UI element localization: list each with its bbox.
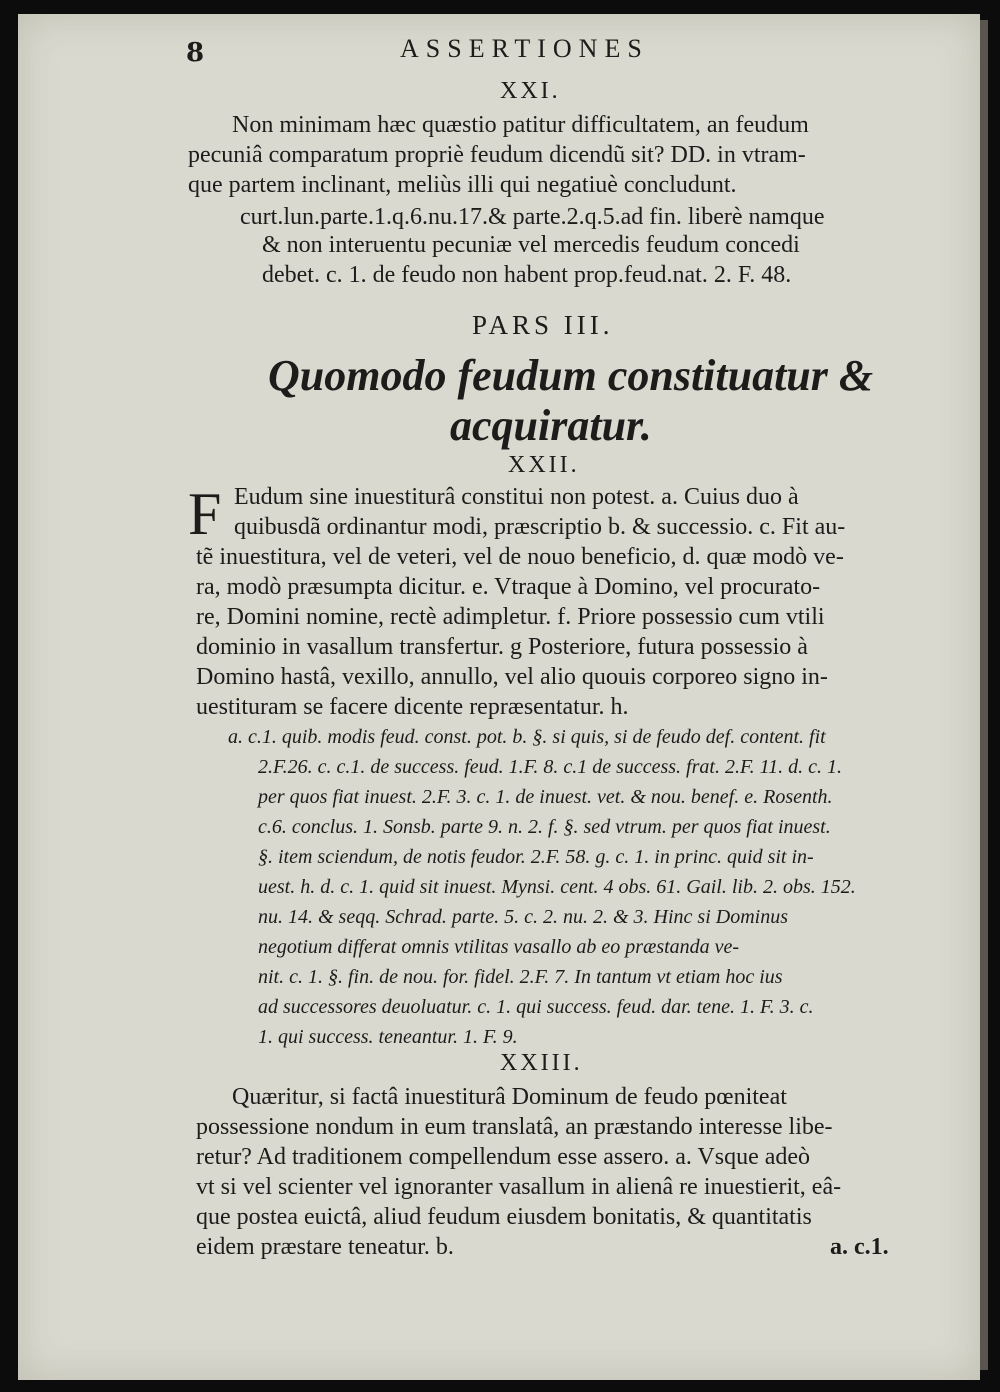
text-line: retur? Ad traditionem compellendum esse assero. a. Vsque adeò — [196, 1144, 811, 1170]
part-label: PARS III. — [472, 310, 614, 340]
text-line: re, Domini nomine, rectè adimpletur. f. Priore possessio cum vtili — [196, 604, 825, 630]
text-line: tẽ inuestitura, vel de veteri, vel de nouo beneficio, d. quæ modò ve- — [196, 544, 844, 570]
text-line: possessione nondum in eum translatâ, an præstando interesse libe- — [196, 1114, 833, 1140]
text-line: Non minimam hæc quæstio patitur difficultatem, an feudum — [232, 112, 809, 138]
text-line: dominio in vasallum transfertur. g Posteriore, futura possessio à — [196, 634, 808, 660]
text-line: que postea euictâ, aliud feudum eiusdem bonitatis, & quantitatis — [196, 1204, 812, 1230]
part-title-line1: Quomodo feudum constituatur & — [268, 351, 874, 400]
section-number: XXIII. — [500, 1050, 583, 1076]
text-line: vt si vel scienter vel ignoranter vasallum in alienâ re inuestierit, eâ- — [196, 1174, 842, 1200]
note-line: debet. c. 1. de feudo non habent prop.feud.nat. 2. F. 48. — [262, 262, 792, 288]
text-line: Eudum sine inuestiturâ constitui non potest. a. Cuius duo à — [234, 484, 799, 510]
catchword: a. c.1. — [830, 1234, 889, 1260]
note-line: per quos fiat inuest. 2.F. 3. c. 1. de inuest. vet. & nou. benef. e. Rosenth. — [258, 786, 833, 808]
text-line: eidem præstare teneatur. b. — [196, 1234, 454, 1260]
note-line: uest. h. d. c. 1. quid sit inuest. Mynsi. cent. 4 obs. 61. Gail. lib. 2. obs. 152. — [258, 876, 856, 898]
note-line: curt.lun.parte.1.q.6.nu.17.& parte.2.q.5.ad fin. liberè namque — [240, 204, 825, 230]
note-line: ad successores deuoluatur. c. 1. qui success. feud. dar. tene. 1. F. 3. c. — [258, 996, 814, 1018]
note-line: negotium differat omnis vtilitas vasallo ab eo præstanda ve- — [258, 936, 740, 958]
note-line: nu. 14. & seqq. Schrad. parte. 5. c. 2. nu. 2. & 3. Hinc si Dominus — [258, 906, 788, 928]
note-line: & non interuentu pecuniæ vel mercedis feudum concedi — [262, 232, 800, 258]
running-head: ASSERTIONES — [400, 34, 649, 63]
text-line: ra, modò præsumpta dicitur. e. Vtraque à Domino, vel procurato- — [196, 574, 821, 600]
note-line: 1. qui success. teneantur. 1. F. 9. — [258, 1026, 518, 1048]
part-title-line2: acquiratur. — [450, 401, 652, 450]
section-number: XXI. — [500, 78, 561, 104]
text-line: quibusdã ordinantur modi, præscriptio b. & successio. c. Fit au- — [234, 514, 846, 540]
note-line: c.6. conclus. 1. Sonsb. parte 9. n. 2. f. §. sed vtrum. per quos fiat inuest. — [258, 816, 831, 838]
drop-cap: F — [188, 481, 222, 547]
text-line: que partem inclinant, meliùs illi qui negatiuè concludunt. — [188, 172, 737, 198]
note-line: nit. c. 1. §. fin. de nou. for. fidel. 2.F. 7. In tantum vt etiam hoc ius — [258, 966, 783, 988]
text-line: uestituram se facere dicente repræsentatur. h. — [196, 694, 629, 720]
page-number: 8 — [186, 38, 205, 68]
note-line: a. c.1. quib. modis feud. const. pot. b. §. si quis, si de feudo def. content. fit — [228, 726, 826, 748]
section-number: XXII. — [508, 452, 580, 478]
text-line: pecuniâ comparatum propriè feudum dicendũ sit? DD. in vtram- — [188, 142, 806, 168]
text-line: Domino hastâ, vexillo, annullo, vel alio quouis corporeo signo in- — [196, 664, 828, 690]
note-line: §. item sciendum, de notis feudor. 2.F. 58. g. c. 1. in princ. quid sit in- — [258, 846, 814, 868]
text-line: Quæritur, si factâ inuestiturâ Dominum de feudo pœniteat — [232, 1084, 787, 1110]
page-edge — [980, 20, 988, 1370]
note-line: 2.F.26. c. c.1. de success. feud. 1.F. 8. c.1 de success. frat. 2.F. 11. d. c. 1. — [258, 756, 842, 778]
